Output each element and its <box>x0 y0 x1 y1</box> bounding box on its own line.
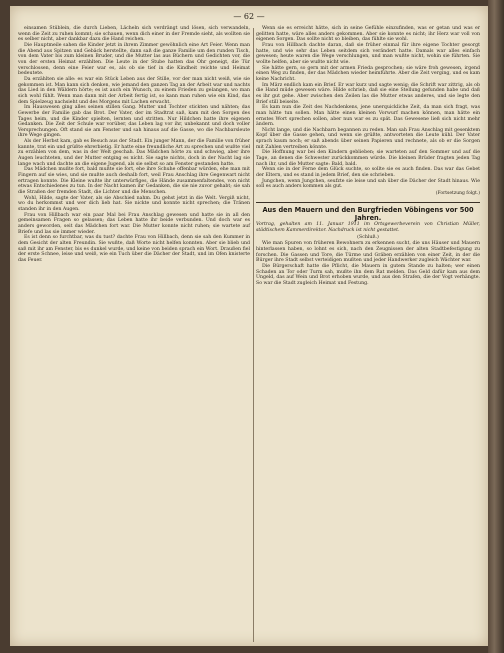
paragraph: einsamen Stüblein, die durch Lieben, Lächeln sich verdrängt und lösen, sich verwandeln, wenn die Zeit zu ruhen kommt; sie schauen, wenn dich einer in der Fremde sieht, als wollten sie es selber nicht, aber dankbar dazu die Hand reichen. <box>18 26 250 43</box>
paragraph: Nicht lange, und die Nachbarn begannen zu reden. Man sah Frau Anschlag mit gesenktem Kopf über die Gasse gehen, und wenn sie grüßte, antworteten die Leute kühl. Der Vater sprach kaum noch; er saß abends über seinen Papieren und rechnete, als ob er die Sorgen mit Zahlen vertreiben könnte. <box>256 127 480 150</box>
article-paragraph: Wie man Spuren von früheren Bewohnern zu erkennen sucht, die uns Häuser und Mauern hinterlassen haben, so lohnt es sich, nach den Zeugnissen der alten Stadtbefestigung zu forschen. Die Gassen und Tore, die Türme und Gräben erzählen von einer Zeit, in der die Bürger ihre Stadt selbst verteidigen mußten und jeder Handwerker zugleich Wächter war. <box>256 241 480 264</box>
paragraph: Wohl, Hilde, sagte der Vater, als sie Abschied nahm. Du gehst jetzt in die Welt. Vergiß nicht, wo du herkommst und wer dich lieb hat. Sie nickte und konnte nicht sprechen; die Tränen standen ihr in den Augen. <box>18 195 250 212</box>
continued-note: (Fortsetzung folgt.) <box>435 191 480 197</box>
paragraph: Frau von Hillbach dachte daran, daß sie früher einmal für ihre eigene Tochter gesorgt hatte, und wie sehr das Leben seitdem sich verändert hatte. Damals war alles einfach gewesen; heute waren die Wege verschlungen, und man wußte nicht, wohin sie führten. Sie wollte helfen, aber sie wußte nicht wie. <box>256 42 480 65</box>
article-part-note: (Schluß.) <box>357 234 379 240</box>
section-divider <box>256 202 480 203</box>
paragraph: Die Hoffnung war bei den Kindern geblieben; sie warteten auf den Sommer und auf die Tage, an denen die Schwester zurückkommen würde. Die kleinen Brüder fragten jeden Tag nach ihr, und die Mutter sagte: Bald, bald. <box>256 150 480 167</box>
paragraph: Da erzählten sie alle: es war ein Stück Leben aus der Stille, vor der man nicht weiß, wie sie gekommen ist. Man kann sich denken, wie jemand den ganzen Tag an der Arbeit war und nachts das Lied in den Wäldern hörte; es ist auch ein Wunsch, zu einem Frieden zu gelangen, wo man sich wohl fühlt. Wenn man dann mit der Arbeit fertig ist, so kann man ruhen wie ein Kind, das dem Spielzeug nachsieht und des Morgens mit Lachen erwacht. <box>18 76 250 105</box>
column-rule <box>253 28 254 642</box>
paragraph: Es ist denn so furchtbar, was du tust? dachte Frau von Hillbach, denn sie sah den Kummer in dem Gesicht der alten Freundin. Sie wußte, daß Worte nicht helfen konnten. Aber sie blieb und saß mit ihr am Fenster, bis es dunkel wurde, und keine von beiden sprach ein Wort. Draußen fiel der erste Schnee, leise und weiß, wie ein Tuch über die Dächer der Stadt, und im Ofen knisterte das Feuer. <box>18 235 250 263</box>
paragraph: Im März endlich kam ein Brief. Er war kurz und sagte wenig; die Schrift war zittrig, als ob die Hand müde gewesen wäre. Hilde schrieb, daß sie eine Stellung gefunden habe und daß es ihr gut gehe. Aber zwischen den Zeilen las die Mutter etwas anderes, und sie legte den Brief still beiseite. <box>256 82 480 105</box>
paragraph: Frau von Hillbach war ein paar Mal bei Frau Anschlag gewesen und hatte sie in all den gemeinsamen Fragen so gelassen; das Leben hatte ihr beide verbunden. Und doch war es anders geworden, seit das Mädchen fort war. Die Mutter konnte nicht ruhen; sie wartete auf Briefe und las sie immer wieder. <box>18 212 250 235</box>
book-binding <box>488 0 504 653</box>
paragraph: Wenn sie es erreicht hätte, sich in seine Gefühle einzufinden, was er getan und was er gelitten hatte, wäre alles anders gekommen. Aber sie konnte es nicht; ihr Herz war voll von eigenen Sorgen. Das sollte nicht so bleiben, das fühlte sie wohl. <box>256 26 480 43</box>
paragraph: Es kam nun die Zeit des Nachdenkens, jene unerquickliche Zeit, da man sich fragt, was man hätte tun sollen. Man hätte einen kleinen Vorwurf machen können, man hätte ein ernstes Wort sprechen sollen, aber nun war es zu spät. Das Gewesene ließ sich nicht mehr ändern. <box>256 105 480 128</box>
paragraph: Das Mädchen mußte fort, bald mußte sie fort, ehe ihre Schuhe offenbar würden, ehe man mit Fingern auf sie wies, und sie mußte auch deshalb fort, weil Frau Anschlag ihre Gegenwart nicht ertragen konnte. Die Kleine wußte ihr unterwürfiges, die Hände zusammenfaltendes, von nicht etwas Entschiedenes zu tun. In der Nacht kamen ihr Gedanken, die sie nie zuvor gehabt; sie sah die Straßen der fremden Stadt, die Lichter und die Menschen. <box>18 167 250 196</box>
paragraph: Wenn sie in der Ferne dem Glück suchte, so sollte sie es auch finden. Das war das Gebet der Eltern, und es stand in jedem Brief, den sie schrieben. <box>256 167 480 179</box>
paragraph: Als der Herbst kam, gab es Besuch aus der Stadt. Ein junger Mann, der die Familie von früher kannte, trat ein und grüßte ehrerbietig. Er hatte eine freundliche Art zu sprechen und wußte viel zu erzählen von dem, was in der Welt geschah. Das Mädchen hörte zu und schwieg, aber ihre Augen leuchteten, und der Mutter entging es nicht. Sie sagte nichts, doch in der Nacht lag sie lange wach und dachte an die eigene Jugend, als sie selbst so am Fenster gestanden hatte. <box>18 139 250 167</box>
right-column <box>256 26 480 287</box>
paragraph: Jungchen, wenn Jungchen, seufzte sie leise und sah über die Dächer der Stadt hinaus. Wie soll es auch anders kommen als gut. <box>256 178 480 190</box>
paragraph: Die Hauptmeile sahen die Kinder jetzt in ihrem Zimmer gewöhnlich eine Art Feier. Wenn man die Abend aus Spitzen und Gebäck herstellte, dann saß die ganze Familie um den runden Tisch, von dem Vater bis zum kleinen Bruder, und die Mutter las aus Büchern und Gedichten vor, die von der ersten Heimat erzählten. Die Leute in der Stube hatten das Ohr geneigt, die Tür verschlossen, denn eine Feier war es, als ob sie tief in die Kindheit reichte und Heimat bedeutete. <box>18 42 250 77</box>
paragraph: Im Hauswesen ging alles seinen stillen Gang. Mutter und Tochter stickten und nähten; das Gewerbe der Familie gab das Brot. Der Vater, der im Stadtrat saß, kam mit den Sorgen des Tages heim, und die Kinder spielten, lernten und stritten. Nur Hildchen hatte ihre eigenen Gedanken. Die Zeit der Schule war vorüber, das Leben lag vor ihr, unbekannt und doch voller Versprechungen. Oft stand sie am Fenster und sah hinaus auf die Gasse, wo die Nachbarsleute ihre Wege gingen. <box>18 105 250 139</box>
article-paragraph: Die Bürgerschaft hatte die Pflicht, die Mauern in gutem Stande zu halten; wer einen Schaden an Tor oder Turm sah, mußte ihn dem Rat melden. Das Geld dafür kam aus dem Ungeld, das auf Wein und Brot erhoben wurde, und aus den Strafen, die der Vogt verhängte. So war die Stadt zugleich Heimat und Festung. <box>256 264 480 287</box>
page-number: — 62 — <box>233 12 265 21</box>
article-intro: Vortrag, gehalten am 11. Januar 1911 im Ortsgewerbeverein von Christian Müller, städtischem Kammerdirektor. Nachdruck ist nicht gestattet. <box>256 222 480 234</box>
book-page <box>10 6 488 646</box>
paragraph: Sie hätte gern, so gern mit der armen Frieda gesprochen; sie wäre froh gewesen, irgend einen Weg zu finden, der das Mädchen wieder heimführte. Aber die Zeit verging, und es kam keine Nachricht. <box>256 65 480 82</box>
article-title: Aus den Mauern und den Burgfrieden Vöbingens vor 500 Jahren. <box>262 206 474 223</box>
left-column <box>18 26 250 264</box>
